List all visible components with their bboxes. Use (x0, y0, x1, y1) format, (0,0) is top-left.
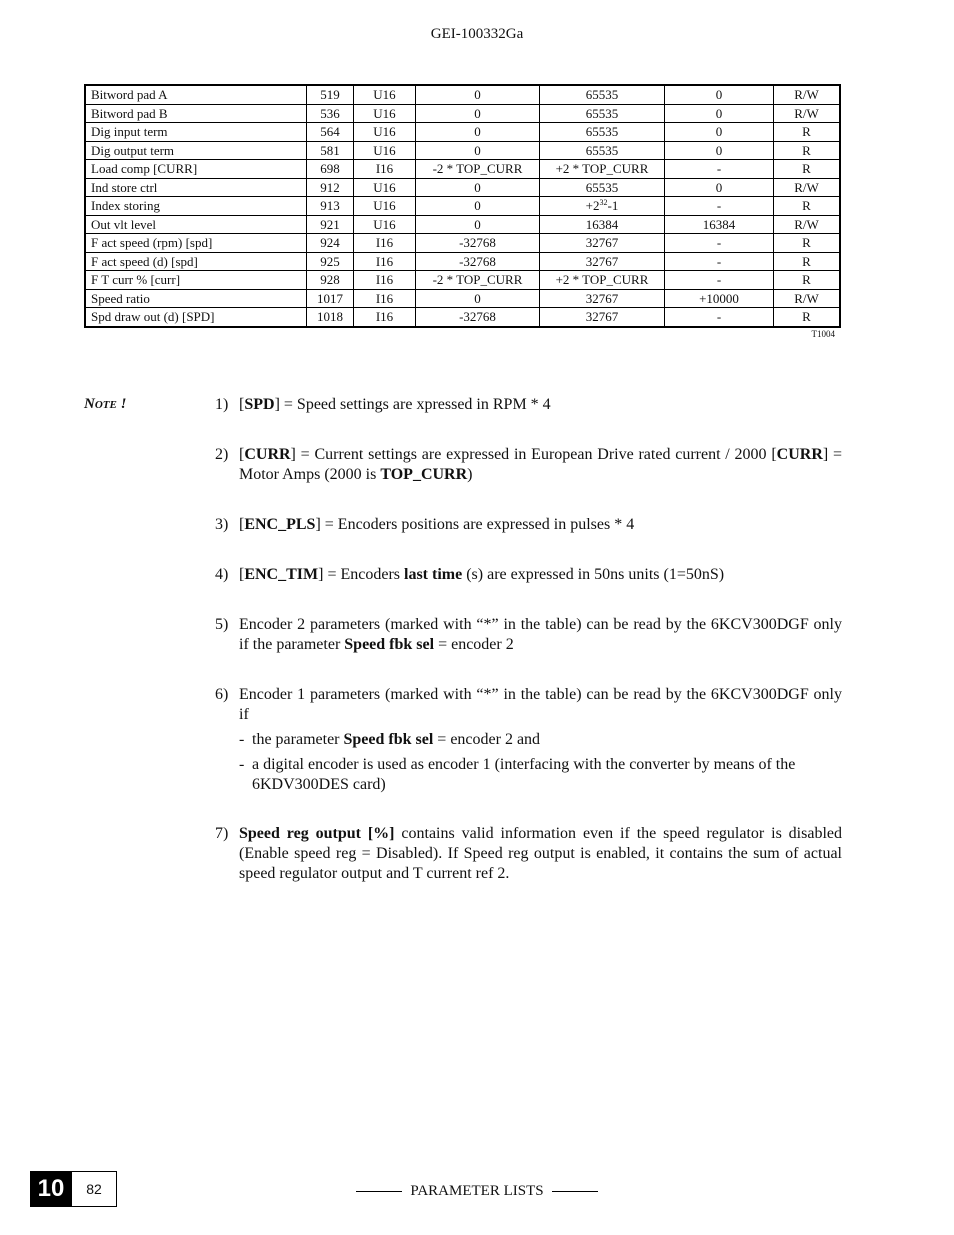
table-cell: Dig input term (85, 123, 307, 142)
table-cell: 0 (416, 123, 540, 142)
table-cell: R (774, 252, 841, 271)
table-row (85, 234, 840, 253)
table-cell: 0 (665, 123, 774, 142)
table-cell: 913 (307, 197, 354, 216)
note-5: 5) Encoder 2 parameters (marked with “*” in the table) can be read by the 6KCV300DGF only if the parameter Speed fbk sel = encoder 2 (215, 616, 842, 653)
table-cell: 0 (416, 178, 540, 197)
table-row (85, 308, 840, 327)
table-cell: R/W (774, 289, 841, 308)
table-cell: - (665, 197, 774, 216)
table-cell: 0 (416, 104, 540, 123)
table-cell: R/W (774, 104, 841, 123)
table-cell: R (774, 123, 841, 142)
table-cell: -2 * TOP_CURR (416, 160, 540, 179)
table-cell: 65535 (540, 123, 665, 142)
table-cell: I16 (354, 271, 416, 290)
table-row (85, 271, 840, 290)
note-7: 7) Speed reg output [%] contains valid information even if the speed regulator is disabled (Enable speed reg = Disabled). If Speed reg output is enabled, it contains the sum of actual speed regulator output and T current ref 2. (215, 825, 843, 882)
table-cell: I16 (354, 308, 416, 327)
chapter-number: 10 (30, 1171, 72, 1207)
table-cell: U16 (354, 123, 416, 142)
table-cell: -32768 (416, 308, 540, 327)
table-cell: R/W (774, 215, 841, 234)
footer-section: PARAMETER LISTS (0, 1183, 954, 1200)
table-row (85, 197, 840, 216)
table-cell: - (665, 234, 774, 253)
table-cell: 65535 (540, 141, 665, 160)
table-cell: 65535 (540, 104, 665, 123)
table-cell: 0 (416, 85, 540, 104)
table-cell: 0 (665, 85, 774, 104)
table-cell: 0 (416, 215, 540, 234)
table-row (85, 178, 840, 197)
table-cell: +2 * TOP_CURR (540, 160, 665, 179)
note-6-condition-2: - a digital encoder is used as encoder 1 (interfacing with the converter by means of the 6KDV300DES card) (239, 756, 796, 793)
table-cell: I16 (354, 289, 416, 308)
table-cell: +2 * TOP_CURR (540, 271, 665, 290)
table-cell: I16 (354, 252, 416, 271)
table-cell: R (774, 234, 841, 253)
table-cell: 921 (307, 215, 354, 234)
table-cell: R (774, 271, 841, 290)
table-cell: Ind store ctrl (85, 178, 307, 197)
table-cell: F act speed (d) [spd] (85, 252, 307, 271)
table-cell: 924 (307, 234, 354, 253)
note-2: 2) [CURR] = Current settings are expressed in European Drive rated current / 2000 [CURR] = Motor Amps (2000 is TOP_CURR) (215, 446, 843, 483)
table-row (85, 252, 840, 271)
table-cell: Out vlt level (85, 215, 307, 234)
table-cell: 32767 (540, 289, 665, 308)
table-row (85, 104, 840, 123)
table-cell: F T curr % [curr] (85, 271, 307, 290)
table-cell: R (774, 197, 841, 216)
table-cell: 16384 (540, 215, 665, 234)
table-cell: R (774, 160, 841, 179)
table-cell: Bitword pad A (85, 85, 307, 104)
table-cell: 32767 (540, 308, 665, 327)
table-cell: Load comp [CURR] (85, 160, 307, 179)
table-cell: 519 (307, 85, 354, 104)
table-cell: -32768 (416, 252, 540, 271)
table-cell: U16 (354, 197, 416, 216)
table-cell: 925 (307, 252, 354, 271)
table-cell: U16 (354, 104, 416, 123)
table-cell: I16 (354, 160, 416, 179)
table-cell: U16 (354, 178, 416, 197)
table-row (85, 85, 840, 104)
note-1: 1) [SPD] = Speed settings are xpressed in RPM * 4 (215, 396, 551, 413)
table-cell: 1018 (307, 308, 354, 327)
note-4: 4) [ENC_TIM] = Encoders last time (s) are expressed in 50ns units (1=50nS) (215, 566, 725, 583)
note-6: 6) Encoder 1 parameters (marked with “*” in the table) can be read by the 6KCV300DGF only if - the parameter Speed fbk sel = encoder 2 and - a digital encoder is used as encoder 1 (interfacing with the converter by means of the 6KDV300DES card) (215, 686, 842, 793)
table-cell: 0 (416, 289, 540, 308)
table-cell: 581 (307, 141, 354, 160)
table-cell: R/W (774, 85, 841, 104)
table-cell: -2 * TOP_CURR (416, 271, 540, 290)
table-cell: 0 (416, 197, 540, 216)
table-cell: - (665, 252, 774, 271)
table-cell: $+2^{32}-1$ (540, 197, 665, 216)
table-row (85, 215, 840, 234)
table-cell: I16 (354, 234, 416, 253)
table-cell: Speed ratio (85, 289, 307, 308)
table-cell: R/W (774, 178, 841, 197)
note-label: NOTE ! (84, 396, 127, 412)
table-cell: Index storing (85, 197, 307, 216)
table-cell: 0 (665, 178, 774, 197)
table-cell: 32767 (540, 252, 665, 271)
table-row (85, 289, 840, 308)
table-cell: 65535 (540, 178, 665, 197)
note-3: 3) [ENC_PLS] = Encoders positions are expressed in pulses * 4 (215, 516, 635, 533)
table-cell: 0 (416, 141, 540, 160)
table-row (85, 141, 840, 160)
table-row (85, 160, 840, 179)
table-cell: 16384 (665, 215, 774, 234)
note-6-condition-1: - the parameter Speed fbk sel = encoder 2 and (239, 731, 541, 748)
table-row (85, 123, 840, 142)
table-cell: 928 (307, 271, 354, 290)
table-cell: 0 (665, 104, 774, 123)
table-cell: 698 (307, 160, 354, 179)
table-cell: Dig output term (85, 141, 307, 160)
table-cell: 536 (307, 104, 354, 123)
table-cell: R (774, 141, 841, 160)
table-cell: Spd draw out (d) [SPD] (85, 308, 307, 327)
table-tag: T1004 (811, 329, 835, 339)
table-cell: R (774, 308, 841, 327)
table-cell: U16 (354, 215, 416, 234)
page-number: 82 (72, 1171, 117, 1207)
table-cell: 564 (307, 123, 354, 142)
table-cell: 65535 (540, 85, 665, 104)
table-cell: U16 (354, 141, 416, 160)
table-cell: Bitword pad B (85, 104, 307, 123)
table-cell: 32767 (540, 234, 665, 253)
table-cell: F act speed (rpm) [spd] (85, 234, 307, 253)
table-cell: +10000 (665, 289, 774, 308)
parameter-table (84, 84, 841, 328)
table-cell: - (665, 271, 774, 290)
table-cell: - (665, 308, 774, 327)
table-cell: 912 (307, 178, 354, 197)
document-code: GEI-100332Ga (430, 26, 524, 42)
table-cell: U16 (354, 85, 416, 104)
table-cell: - (665, 160, 774, 179)
table-cell: -32768 (416, 234, 540, 253)
table-cell: 1017 (307, 289, 354, 308)
table-cell: 0 (665, 141, 774, 160)
